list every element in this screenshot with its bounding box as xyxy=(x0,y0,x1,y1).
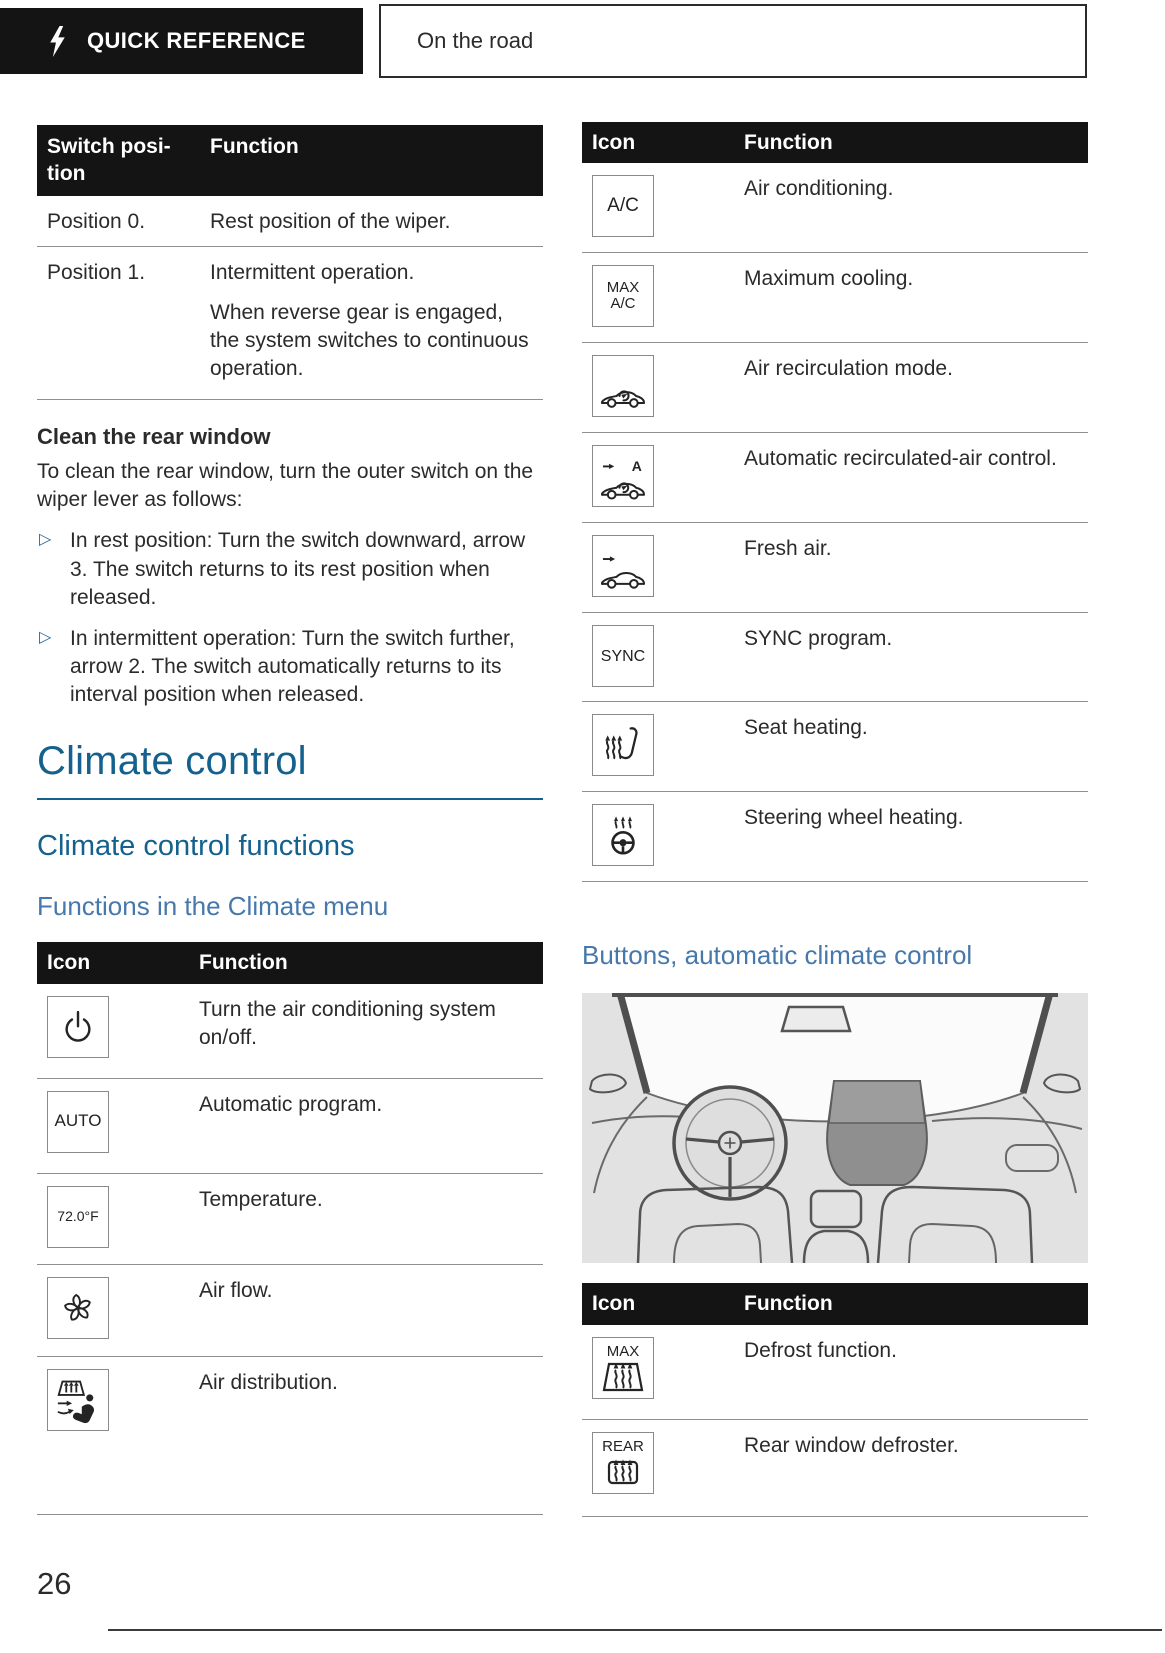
function-cell: Turn the air conditioning system on/off. xyxy=(199,997,496,1049)
table-row xyxy=(582,613,1088,702)
function-cell: Air flow. xyxy=(199,1278,273,1302)
climate-control-title: Climate control xyxy=(37,739,543,800)
function-cell: Air distribution. xyxy=(199,1370,338,1394)
climate-menu-table xyxy=(37,942,543,1514)
fan-icon xyxy=(47,1277,109,1339)
quick-reference-badge xyxy=(0,8,363,74)
function-cell: Seat heating. xyxy=(744,716,868,740)
bullet-text: In rest position: Turn the switch downward, arrow 3. The switch returns to its rest position when released. xyxy=(70,529,526,609)
wiper-switch-table xyxy=(37,125,543,400)
table-row xyxy=(37,1265,543,1357)
buttons-auto-climate-heading: Buttons, automatic climate control xyxy=(582,940,973,971)
power-icon xyxy=(47,996,109,1058)
table-row xyxy=(582,163,1088,253)
header-col-function: Function xyxy=(744,131,833,154)
clean-rear-window-heading: Clean the rear window xyxy=(37,424,271,450)
bullet-triangle-icon: ▷ xyxy=(39,531,52,549)
table-row xyxy=(582,433,1088,523)
svg-text:A: A xyxy=(631,458,642,475)
badge-label: QUICK REFERENCE xyxy=(87,28,306,53)
air-distribution-icon xyxy=(47,1369,109,1431)
footer-rule xyxy=(108,1629,1162,1631)
recirculation-car-icon xyxy=(592,355,654,417)
table-row xyxy=(582,1325,1088,1420)
header-col-function: Function xyxy=(210,135,299,158)
header-col-switch-position: Switch posi- tion xyxy=(47,135,171,186)
function-cell: Temperature. xyxy=(199,1187,323,1211)
max-defrost-icon: MAX xyxy=(592,1337,654,1399)
max-ac-label: MAX A/C xyxy=(592,265,654,327)
bullet-triangle-icon: ▷ xyxy=(39,628,52,646)
fresh-air-car-icon xyxy=(592,535,654,597)
chapter-title: On the road xyxy=(417,28,534,53)
table-row xyxy=(37,247,543,401)
function-cell: Intermittent operation. When reverse gear is engaged, the system switches to continuous operation. xyxy=(210,260,529,381)
table-row xyxy=(582,702,1088,792)
function-cell: Rest position of the wiper. xyxy=(210,209,451,233)
header-col-icon: Icon xyxy=(592,131,636,154)
table-header xyxy=(582,1283,1088,1324)
right-column xyxy=(582,122,1088,1517)
table-row xyxy=(37,196,543,247)
table-row xyxy=(37,984,543,1079)
steering-wheel-heating-icon xyxy=(592,804,654,866)
table-row xyxy=(37,1357,543,1515)
header-col-function: Function xyxy=(744,1292,833,1316)
clean-rear-window-intro: To clean the rear window, turn the outer switch on the wiper lever as follows: xyxy=(37,460,534,512)
table-header xyxy=(37,942,543,983)
auto-recirculation-car-icon xyxy=(592,445,654,507)
lightning-icon xyxy=(48,26,67,57)
rear-defroster-icon: REAR xyxy=(592,1432,654,1494)
function-cell: Air recirculation mode. xyxy=(744,357,953,381)
table-row xyxy=(582,1420,1088,1517)
function-cell: Automatic program. xyxy=(199,1092,383,1116)
dashboard-illustration xyxy=(582,993,1088,1263)
header-col-icon: Icon xyxy=(47,951,91,975)
table-row xyxy=(582,343,1088,433)
header-col-icon: Icon xyxy=(592,1292,636,1316)
list-item xyxy=(37,625,543,709)
function-cell: Steering wheel heating. xyxy=(744,806,964,830)
function-cell: Automatic recirculated-air control. xyxy=(744,447,1057,471)
table-row xyxy=(582,792,1088,882)
function-cell: Air conditioning. xyxy=(744,177,894,201)
function-cell: Fresh air. xyxy=(744,537,832,561)
climate-control-functions-heading: Climate control functions xyxy=(37,830,355,863)
left-column xyxy=(37,125,543,1515)
header-col-function: Function xyxy=(199,951,288,975)
function-cell: Maximum cooling. xyxy=(744,267,914,291)
table-header xyxy=(582,122,1088,163)
bullet-text: In intermittent operation: Turn the switch further, arrow 2. The switch automatically returns to its interval position when released. xyxy=(70,626,515,707)
climate-buttons-table xyxy=(582,122,1088,882)
temperature-label: 72.0°F xyxy=(47,1186,109,1248)
table-row xyxy=(37,1079,543,1174)
function-cell: Defrost function. xyxy=(744,1338,897,1362)
climate-menu-heading: Functions in the Climate menu xyxy=(37,891,389,922)
ac-label: A/C xyxy=(592,175,654,237)
sync-label: SYNC xyxy=(592,625,654,687)
auto-label: AUTO xyxy=(47,1091,109,1153)
switch-position-cell: Position 1. xyxy=(47,260,146,284)
table-row xyxy=(37,1174,543,1265)
seat-heating-icon xyxy=(592,714,654,776)
list-item xyxy=(37,527,543,611)
function-cell: SYNC program. xyxy=(744,627,893,651)
table-row xyxy=(582,523,1088,613)
function-cell: Rear window defroster. xyxy=(744,1433,959,1457)
auto-climate-buttons-table xyxy=(582,1283,1088,1516)
table-row xyxy=(582,253,1088,343)
page-number: 26 xyxy=(37,1566,72,1601)
switch-position-cell: Position 0. xyxy=(47,209,146,233)
chapter-box xyxy=(379,4,1087,78)
table-header xyxy=(37,125,543,196)
